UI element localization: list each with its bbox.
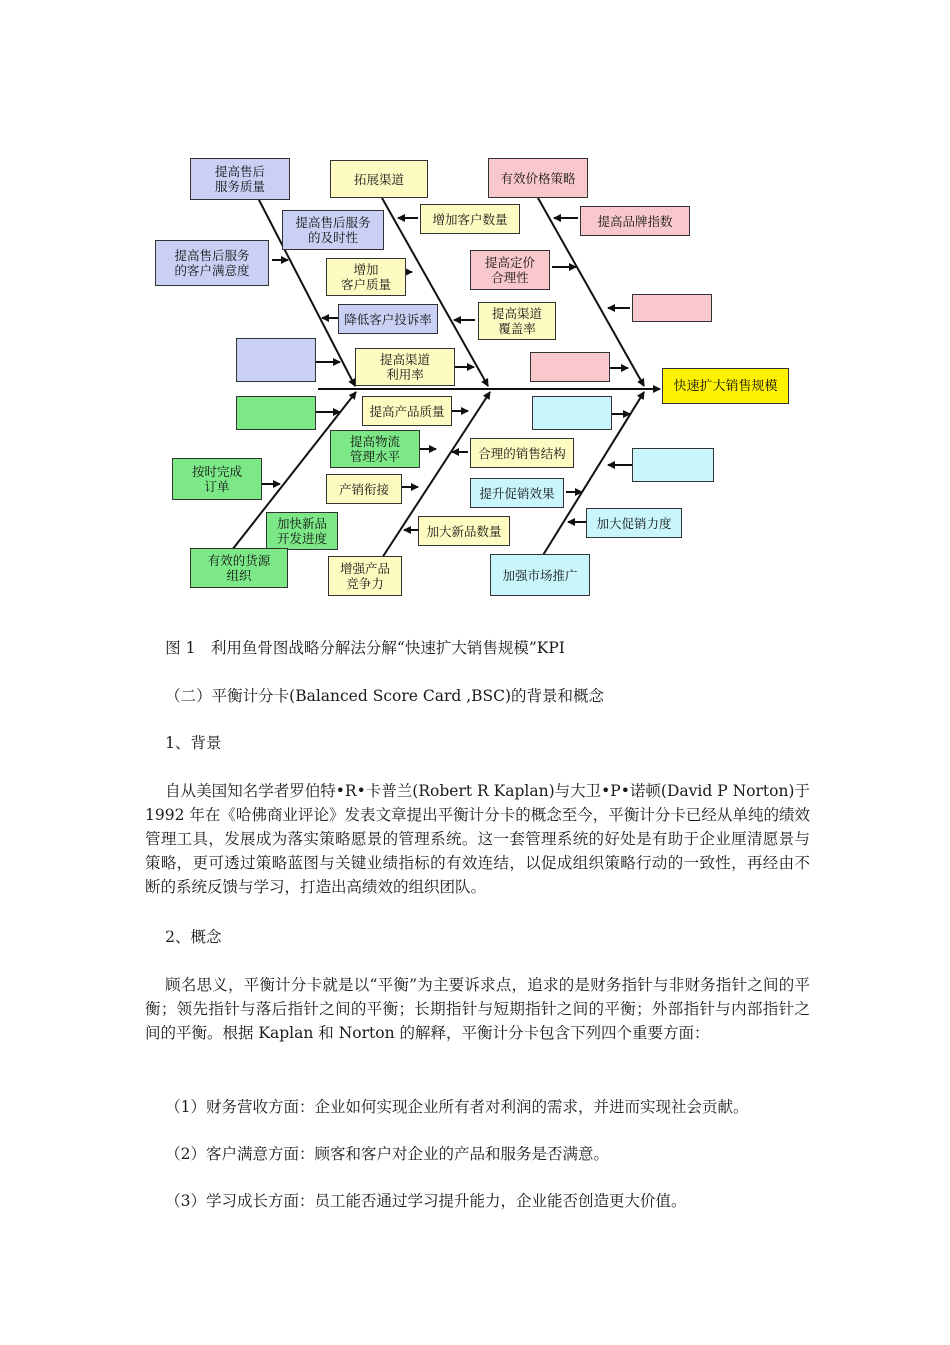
box-promotion-intensity: 加大促销力度 xyxy=(586,508,682,538)
box-pricing-rationality: 提高定价 合理性 xyxy=(470,250,550,290)
box-service-quality: 提高售后 服务质量 xyxy=(190,158,290,200)
box-complaint-rate: 降低客户投诉率 xyxy=(338,304,438,334)
paragraph-background: 自从美国知名学者罗伯特•R•卡普兰(Robert R Kaplan)与大卫•P•诺顿(David P Norton)于 1992 年在《哈佛商业评论》发表文章提出平衡计分卡的概念至今，平衡计分卡已经从单纯的绩效管理工具，发展成为落实策略愿景的管理系统。这一套管理系统的好处是有助于企业厘清愿景与策略，更可透过策略蓝图与关键业绩指标的有效连结，以促成组织策略行动的一致性，再经由不断的系统反馈与学习，打造出高绩效的组织团队。 xyxy=(145,782,810,896)
subheading-background: 1、背景 xyxy=(165,734,222,752)
box-empty-cyan-2 xyxy=(632,448,714,482)
box-production-sales: 产销衔接 xyxy=(326,474,402,504)
box-logistics: 提高物流 管理水平 xyxy=(330,430,420,468)
box-channel-utilization: 提高渠道 利用率 xyxy=(355,348,455,386)
box-expand-channels: 拓展渠道 xyxy=(330,160,428,198)
box-brand-index: 提高品牌指数 xyxy=(580,206,690,236)
box-customer-count: 增加客户数量 xyxy=(420,204,520,234)
box-empty-blue xyxy=(236,338,316,382)
paragraph-concept: 顾名思义，平衡计分卡就是以“平衡”为主要诉求点，追求的是财务指针与非财务指针之间的平衡；领先指针与落后指针之间的平衡；长期指针与短期指针之间的平衡；外部指针与内部指针之间的平衡。根据 Kaplan 和 Norton 的解释，平衡计分卡包含下列四个重要方面： xyxy=(145,976,810,1042)
fishbone-diagram xyxy=(150,150,800,610)
subheading-concept: 2、概念 xyxy=(165,928,222,946)
list-item: （3）学习成长方面：员工能否通过学习提升能力，企业能否创造更大价值。 xyxy=(165,1192,687,1210)
list-item: （2）客户满意方面：顾客和客户对企业的产品和服务是否满意。 xyxy=(165,1145,610,1163)
box-product-quality: 提高产品质量 xyxy=(362,396,452,426)
box-new-product-count: 加大新品数量 xyxy=(418,516,510,546)
box-empty-cyan-1 xyxy=(532,396,612,430)
box-new-product-speed: 加快新品 开发进度 xyxy=(266,512,338,550)
box-product-competitiveness: 增强产品 竞争力 xyxy=(328,556,402,596)
box-service-timeliness: 提高售后服务 的及时性 xyxy=(282,210,384,250)
box-market-promotion: 加强市场推广 xyxy=(490,554,590,596)
box-empty-pink-1 xyxy=(632,294,712,322)
figure-caption: 图 1 利用鱼骨图战略分解法分解“快速扩大销售规模”KPI xyxy=(165,639,565,657)
box-orders-on-time: 按时完成 订单 xyxy=(172,458,262,500)
box-sales-structure: 合理的销售结构 xyxy=(470,438,574,468)
box-head-expand-sales: 快速扩大销售规模 xyxy=(662,368,789,404)
box-customer-quality: 增加 客户质量 xyxy=(326,258,406,296)
box-supply-organization: 有效的货源 组织 xyxy=(190,548,288,588)
box-pricing-strategy: 有效价格策略 xyxy=(488,158,588,198)
box-promotion-effect: 提升促销效果 xyxy=(470,478,564,508)
list-item: （1）财务营收方面：企业如何实现企业所有者对利润的需求，并进而实现社会贡献。 xyxy=(165,1098,749,1116)
box-service-satisfaction: 提高售后服务 的客户满意度 xyxy=(155,240,269,286)
box-channel-coverage: 提高渠道 覆盖率 xyxy=(478,302,556,340)
box-empty-green xyxy=(236,396,316,430)
section-heading: （二）平衡计分卡(Balanced Score Card ,BSC)的背景和概念 xyxy=(165,687,605,705)
box-empty-pink-2 xyxy=(530,352,610,382)
